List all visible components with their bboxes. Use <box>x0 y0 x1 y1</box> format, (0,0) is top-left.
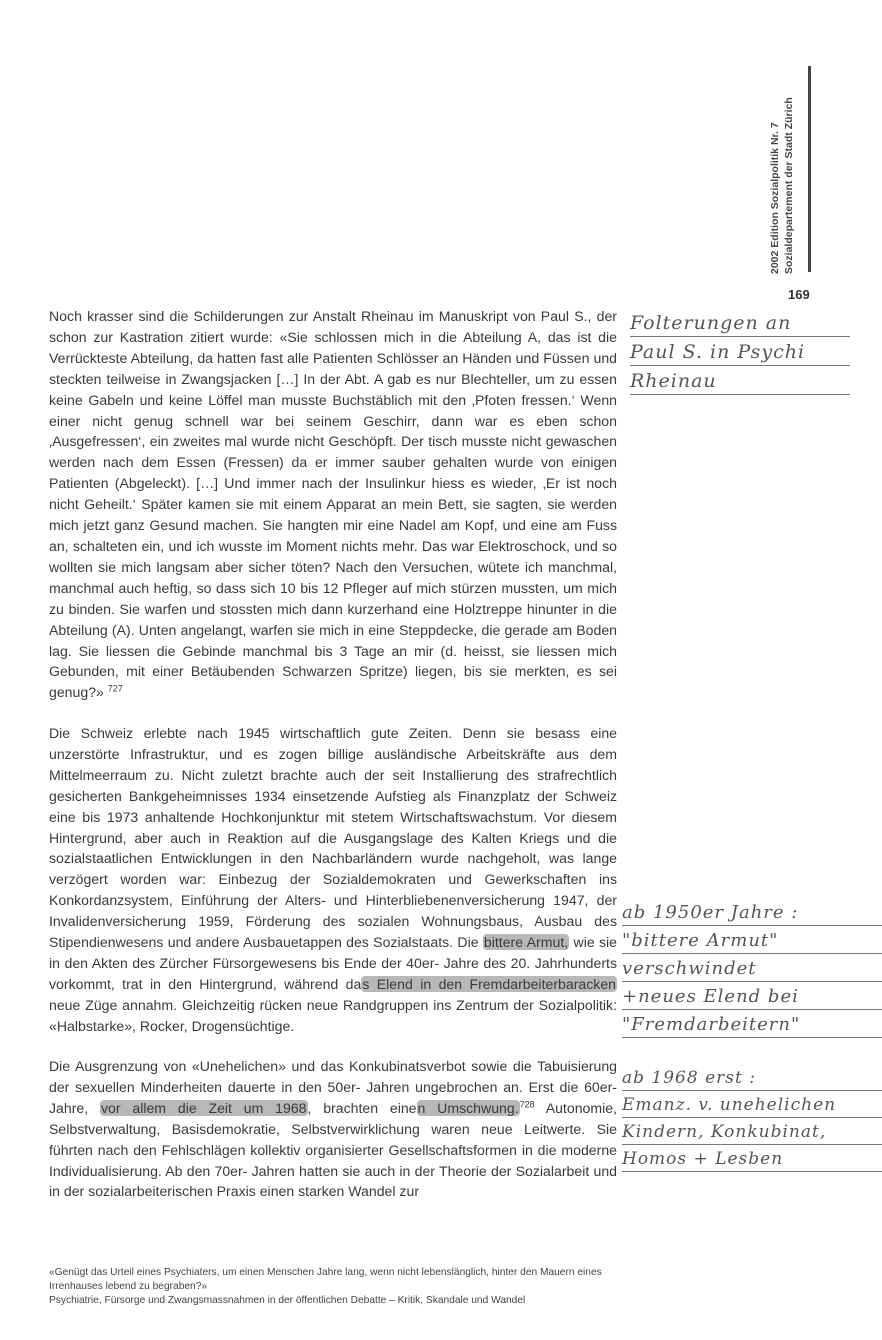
paragraph-text: wie sie in den Akten des Zürcher Fürsorgewesens bis Ende der 40er- Jahre des 20. Jahrhunderts vorkommt, trat in den Hintergrund, während da <box>49 934 618 992</box>
highlight-umschwung: n Umschwung. <box>417 1099 519 1116</box>
page-number: 169 <box>788 287 810 302</box>
note-line: Paul S. in Psychi <box>630 341 850 366</box>
header-department: Sozialdepartement der Stadt Zürich <box>783 97 795 274</box>
header-rule <box>808 66 811 272</box>
paragraph-ausgrenzung <box>49 1056 617 1202</box>
note-line: Emanz. v. unehelichen <box>622 1095 882 1118</box>
note-line: Folterungen an <box>630 312 850 337</box>
page-footer <box>49 1266 629 1307</box>
highlight-elend-fremdarbeiter: s Elend in den Fremdarbeiterbaracken <box>362 975 616 992</box>
handwritten-note-1950 <box>622 902 882 1042</box>
paragraph-text: Die Ausgrenzung von «Unehelichen» und das Konkubinatsverbot sowie die Tabuisierung der sexuellen Minderheiten dauerte in den 50er- Jahren ungebrochen an. Erst die 60er- Jahre, <box>49 1058 617 1116</box>
paragraph-text: Autonomie, Selbstverwaltung, Basisdemokratie, Selbstverwirklichung waren neue Leitwerte. Sie führten nach den Fehlschlägen kollektiv organisierter Gesellschaftsformen in die moderne Individualisierung. Ab den 70er- Jahren hatten sie auch in der Theorie der Sozialarbeit und in der sozialarbeiterischen Praxis einen starken Wandel zur <box>49 1099 617 1200</box>
note-line: Homos + Lesben <box>622 1149 882 1172</box>
highlight-bittere-armut: bittere Armut, <box>483 934 569 951</box>
paragraph-rheinau <box>49 306 617 703</box>
header-edition: 2002 Edition Sozialpolitik Nr. 7 <box>769 122 781 274</box>
paragraph-text: , brachten eine <box>307 1099 417 1116</box>
handwritten-note-1968 <box>622 1068 882 1176</box>
running-header <box>768 62 814 274</box>
highlight-1968: vor allem die Zeit um 1968 <box>100 1099 307 1116</box>
paragraph-text: Die Schweiz erlebte nach 1945 wirtschaftlich gute Zeiten. Denn sie besass eine unzerstörte Infrastruktur, und es zogen billige ausländische Arbeitskräfte aus dem Mittelmeerraum zu. Nicht zuletzt brachte auch der seit Installierung des strafrechtlich gesicherten Bankgeheimnisses 1934 einsetzende Aufstieg als Finanzplatz der Schweiz eine bis 1973 anhaltende Hochkonjunktur mit stetem Wirtschaftswachstum. Vor diesem Hintergrund, aber auch in Reaktion auf die Ausgangslage des Kalten Kriegs und die sozialstaatlichen Entwicklungen in den Nachbarländern wurde nachgeholt, was lange verzögert worden war: Einbezug der Sozialdemokraten und Gewerkschaften ins Konkordanzsystem, Einführung der Alters- und Hinterbliebenenversicherung 1947, der Invalidenversicherung 1959, Förderung des sozialen Wohnungsbaus, Ausbau des Stipendienwesens und andere Ausbauetappen des Sozialstaats. Die <box>49 725 617 951</box>
note-line: ab 1950er Jahre : <box>622 902 882 926</box>
paragraph-postwar <box>49 723 617 1037</box>
paragraph-text: neue Züge annahm. Gleichzeitig rücken neue Randgruppen ins Zentrum der Sozialpolitik: «Halbstarke», Rocker, Drogensüchtige. <box>49 996 617 1034</box>
note-line: "bittere Armut" <box>622 930 882 954</box>
note-line: Kindern, Konkubinat, <box>622 1122 882 1145</box>
footnote-ref[interactable]: 728 <box>519 1099 535 1110</box>
paragraph-text: Noch krasser sind die Schilderungen zur Anstalt Rheinau im Manuskript von Paul S., der schon zur Kastration zitiert wurde: «Sie schlossen mich in die Abteilung A, das ist die Verrückteste Abteilung, da hatten fast alle Patienten Schlösser an Händen und Füssen und steckten teilweise in Zwangsjacken […] In der Abt. A gab es nur Blechteller, um zu essen keine Gabeln und keine Löffel man musste Buchstäblich mit den ‚Pfoten fressen.‘ Wenn einer nicht genug schnell war bei seinem Geschirr, dann war es eben schon ‚Ausgefressen‘, ein zweites mal wurde nicht Geschöpft. Der tisch musste nicht gewaschen werden nach dem Essen (Fressen) da er immer sauber gehalten wurde von einigen Patienten (Abgeleckt). […] Und immer nach der Insulinkur hiess es wieder, ‚Er ist noch nicht Geheilt.‘ Später kamen sie mit einem Apparat an mein Bett, sie sagten, sie werden mich jetzt ganz Gesund machen. Sie hangten mir eine Nadel am Kopf, und eine am Fuss an, schalteten ein, und ich wusste im Moment nichts mehr. Das war Elektroschock, und so wollten sie mich langsam aber sicher töten? Nach den Versuchen, wütete ich manchmal, manchmal auch heftig, so dass sich 10 bis 12 Pfleger auf mich stürzen mussten, um mich zu binden. Sie warfen und stossten mich dann kurzerhand eine Holztreppe hinunter in die Abteilung (A). Unten angelangt, warfen sie mich in eine Steppdecke, die gerade am Boden lag. Sie liessen die Gebinde manchmal bis 3 Tage an mir (d. heisst, sie liessen mich Gebunden, mit einer Betäubenden Schwarzen Spritze) liegen, bis sie merkten, es sei genug?» <box>49 308 617 701</box>
footer-chapter: Psychiatrie, Fürsorge und Zwangsmassnahmen in der öffentlichen Debatte – Kritik, Skandale und Wandel <box>49 1294 526 1306</box>
footer-quote: «Genügt das Urteil eines Psychiaters, um einen Menschen Jahre lang, wenn nicht lebenslänglich, hinter den Mauern eines Irrenhauses lebend zu begraben?» <box>49 1267 602 1292</box>
handwritten-note-folter <box>630 312 850 399</box>
note-line: "Fremdarbeitern" <box>622 1014 882 1038</box>
note-line: verschwindet <box>622 958 882 982</box>
footnote-ref[interactable]: 727 <box>107 683 123 694</box>
note-line: ab 1968 erst : <box>622 1068 882 1091</box>
note-line: Rheinau <box>630 370 850 395</box>
note-line: +neues Elend bei <box>622 986 882 1010</box>
